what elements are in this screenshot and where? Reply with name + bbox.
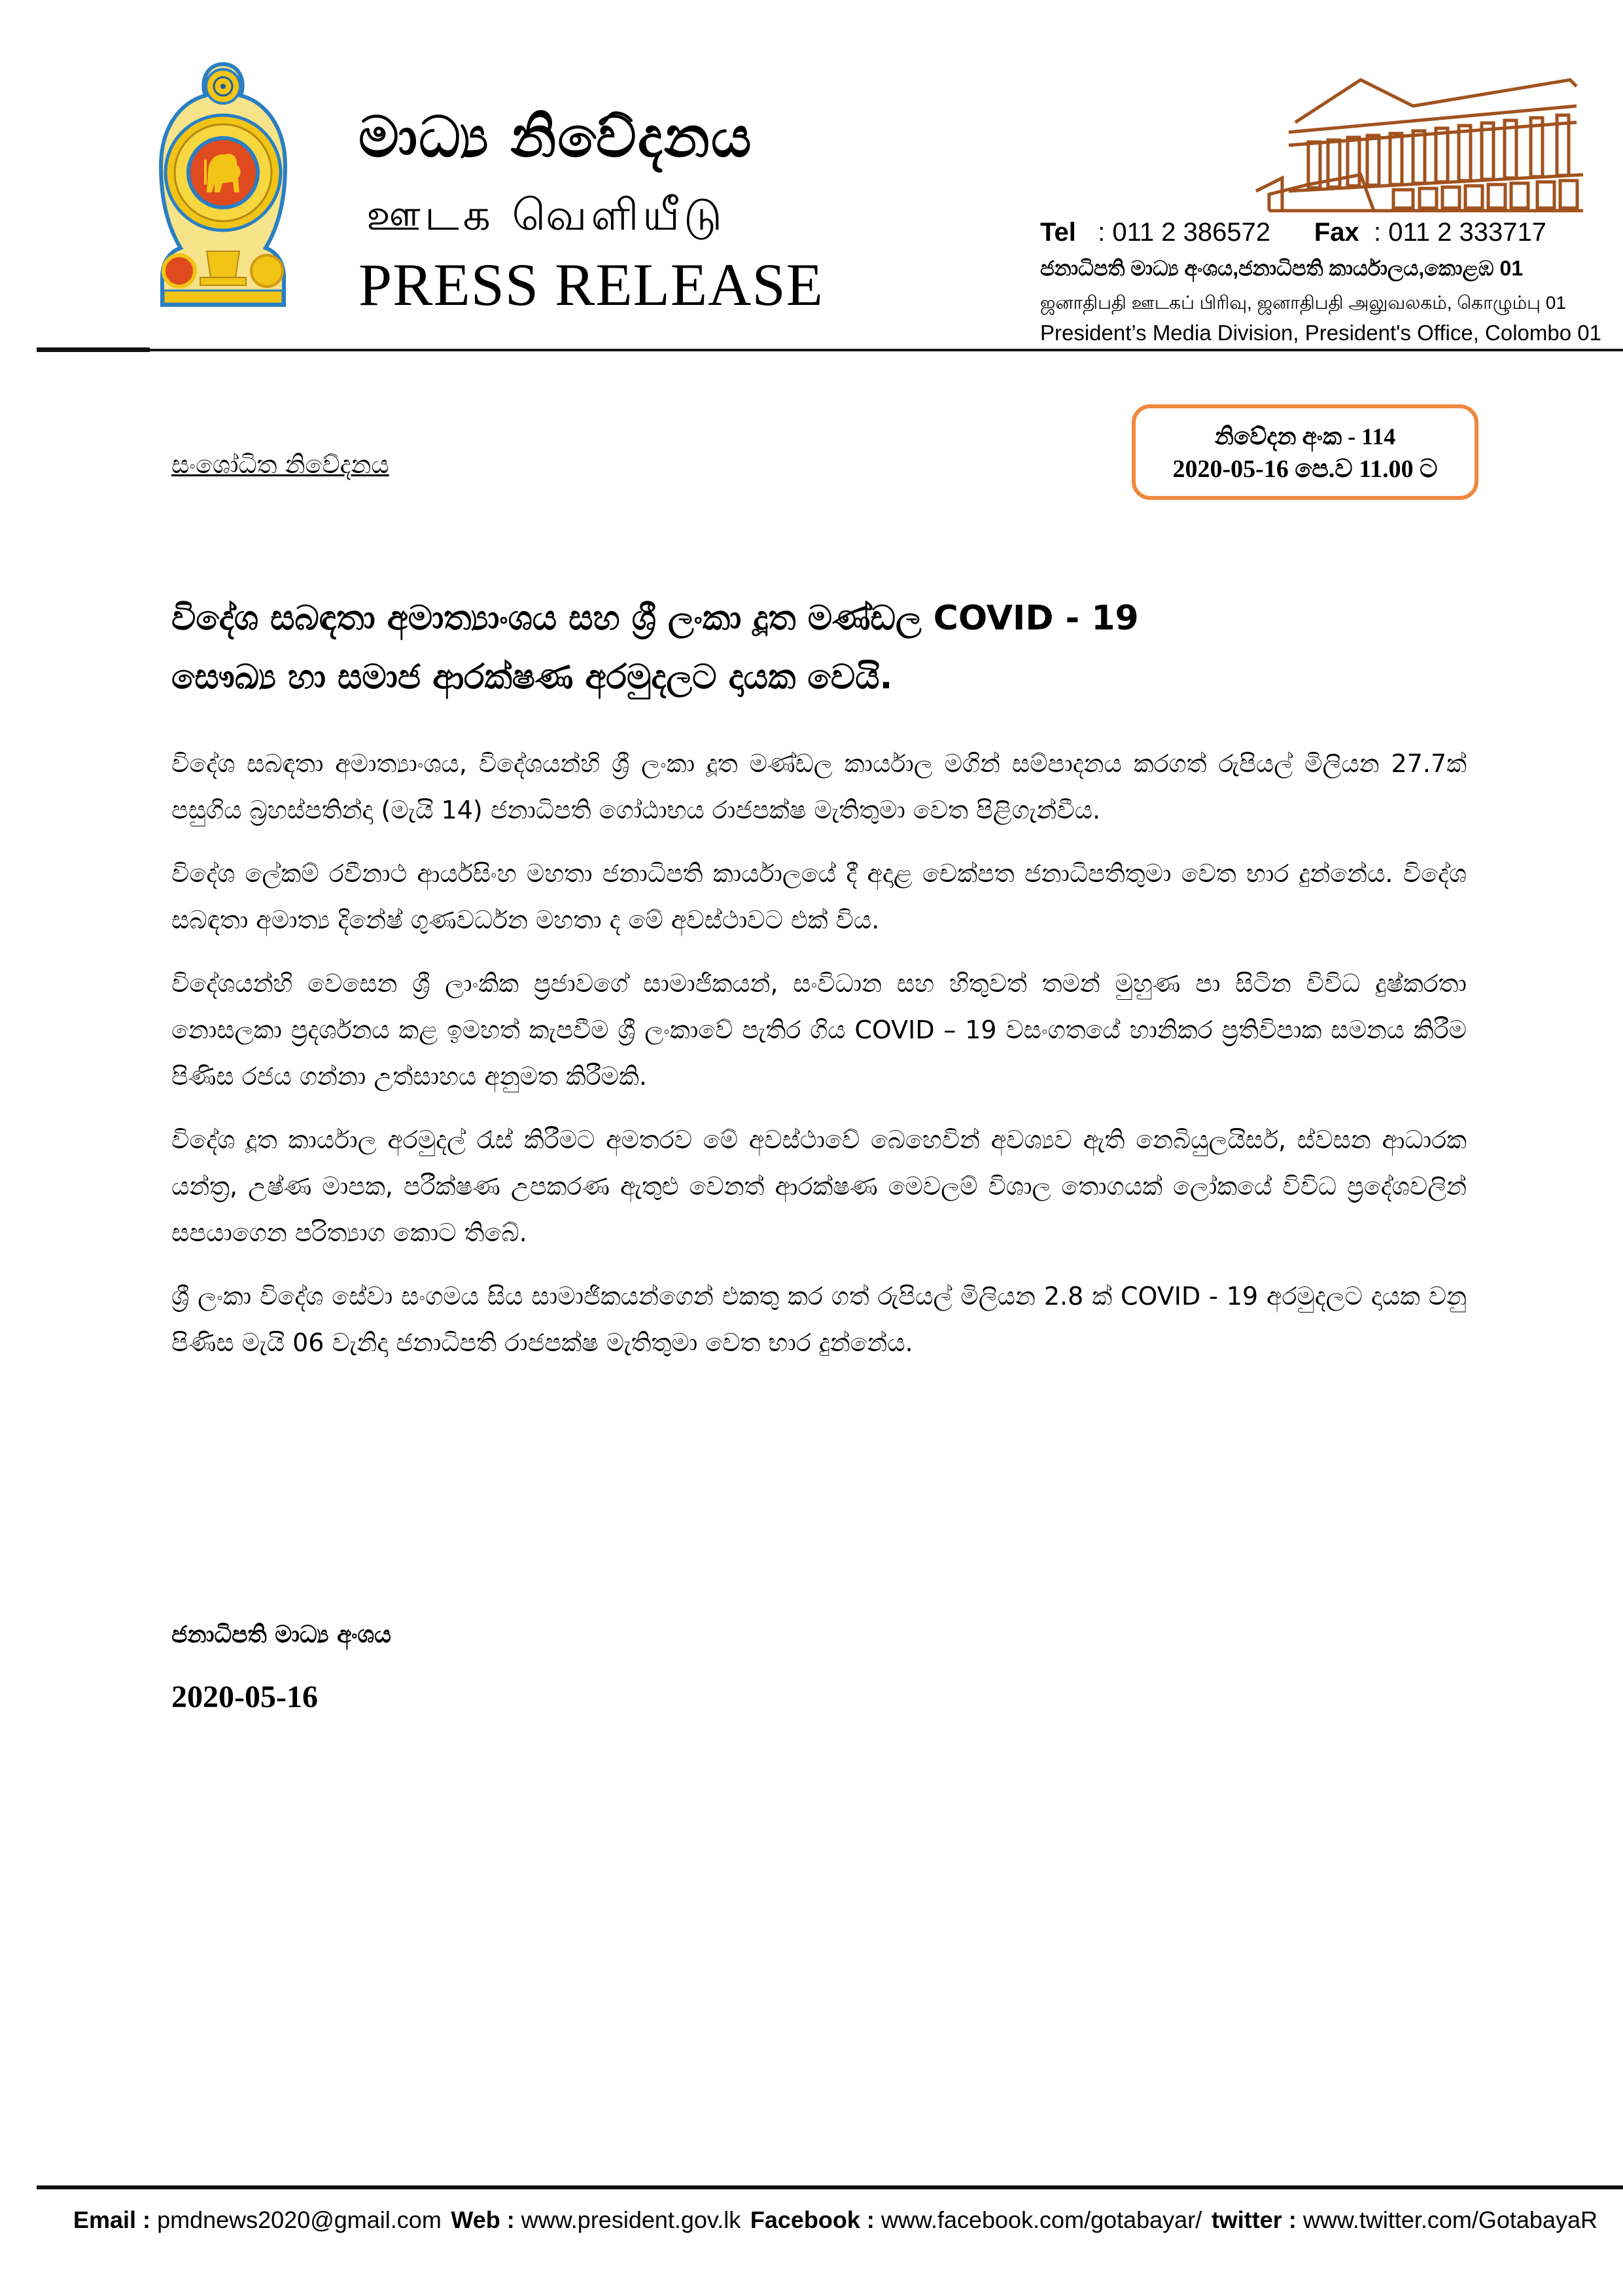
release-datetime: 2020-05-16 පෙ.ව 11.00 ට bbox=[1172, 455, 1438, 483]
twitter-link[interactable]: www.twitter.com/GotabayaR bbox=[1302, 2206, 1597, 2233]
footer-facebook bbox=[750, 2206, 1202, 2234]
body-paragraph: විදේශ ලේකම් රවීනාථ ආර්යසිංහ මහතා ජනාධිපති කාර්යාලයේ දී අදාළ චෙක්පත ජනාධිපතිතුමා වෙත භාර දුන්නේය. විදේශ සබඳතා අමාත්‍ය දිනේෂ් ගුණවර්ධන මහතා ද මේ අවස්ථාවට එක් විය. bbox=[171, 859, 1467, 934]
footer-contacts bbox=[73, 2206, 1597, 2234]
body-text bbox=[171, 741, 1467, 1383]
contact-phone-fax bbox=[1040, 218, 1546, 247]
signature-name: ජනාධිපති මාධ්‍ය අංශය bbox=[171, 1621, 392, 1648]
headline-line-2: සෞඛ්‍ය හා සමාජ ආරක්ෂණ අරමුදලට දායක වෙයි. bbox=[171, 658, 893, 697]
presidents-house-building-icon bbox=[1230, 60, 1596, 217]
address-english: President’s Media Division, President's Office, Colombo 01 bbox=[1040, 321, 1601, 345]
fax-label: Fax bbox=[1314, 218, 1359, 247]
release-number-box bbox=[1132, 404, 1478, 500]
release-number: නිවේදන අංක - 114 bbox=[1214, 423, 1396, 450]
tel-value: : 011 2 386572 bbox=[1098, 218, 1271, 247]
headline bbox=[171, 589, 1414, 707]
facebook-label: Facebook : bbox=[750, 2206, 875, 2233]
email-link[interactable]: pmdnews2020@gmail.com bbox=[157, 2206, 442, 2233]
sri-lanka-emblem-icon bbox=[154, 62, 292, 318]
header-divider bbox=[37, 349, 1623, 351]
title-sinhala: මාධ්‍ය නිවේදනය bbox=[358, 105, 753, 170]
body-paragraph: ශ්‍රී ලංකා විදේශ සේවා සංගමය සිය සාමාජිකයන්ගෙන් එකතු කර ගත් රුපියල් මිලියන 2.8 ක් COVID - 19 අරමුදලට දායක වනු පිණිස මැයි 06 වැනිදා ජනාධිපති රාජපක්ෂ මැතිතුමා වෙත භාර දුන්නේය. bbox=[171, 1282, 1467, 1357]
web-label: Web : bbox=[451, 2206, 515, 2233]
facebook-link[interactable]: www.facebook.com/gotabayar/ bbox=[881, 2206, 1202, 2233]
footer-twitter bbox=[1212, 2206, 1597, 2234]
footer-email bbox=[73, 2206, 442, 2234]
footer-divider bbox=[37, 2185, 1623, 2189]
address-tamil: ஜனாதிபதி ஊடகப் பிரிவு, ஜனாதிபதி அலுவலகம், கொழும்பு 01 bbox=[1040, 292, 1566, 313]
title-english: PRESS RELEASE bbox=[358, 251, 824, 318]
headline-line-1: විදේශ සබඳතා අමාත්‍යාංශය සහ ශ්‍රී ලංකා දූත මණ්ඩල COVID - 19 bbox=[171, 599, 1139, 638]
tel-label: Tel bbox=[1040, 218, 1076, 247]
revised-notice-label: සංශෝධිත නිවේදනය bbox=[171, 450, 389, 479]
email-label: Email : bbox=[73, 2206, 151, 2233]
fax-value: : 011 2 333717 bbox=[1373, 218, 1546, 247]
title-tamil: ஊடக வெளியீடு bbox=[366, 190, 726, 240]
footer-web bbox=[451, 2206, 741, 2234]
web-link[interactable]: www.president.gov.lk bbox=[521, 2206, 741, 2233]
body-paragraph: විදේශ දූත කාර්යාල අරමුදල් රැස් කිරීමට අමතරව මේ අවස්ථාවේ බෙහෙවින් අවශ්‍යව ඇති නෙබියුලයිසර්, ස්වසන ආධාරක යන්ත්‍ර, උෂ්ණ මාපක, පරීක්ෂණ උපකරණ ඇතුළු වෙනත් ආරක්ෂණ මෙවලම් විශාල තොගයක් ලෝකයේ විවිධ ප්‍රදේශවලින් සපයාගෙන පරිත්‍යාග කොට තිබේ. bbox=[171, 1125, 1467, 1247]
body-paragraph: විදේශ සබඳතා අමාත්‍යාංශය, විදේශයන්හි ශ්‍රී ලංකා දූත මණ්ඩල කාර්යාල මගින් සම්පාදනය කරගත් රුපියල් මිලියන 27.7ක් පසුගිය බ්‍රහස්පතින්දා (මැයි 14) ජනාධිපති ගෝඨාභය රාජපක්ෂ මැතිතුමා වෙත පිළිගැන්වීය. bbox=[171, 749, 1467, 824]
body-paragraph: විදේශයන්හි වෙසෙන ශ්‍රී ලාංකික ප්‍රජාවගේ සාමාජිකයන්, සංවිධාන සහ හිතුවත් තමන් මුහුණ පා සිටින විවිධ දුෂ්කරතා නොසලකා ප්‍රදර්ශනය කළ ඉමහත් කැපවීම ශ්‍රී ලංකාවේ පැතිර ගිය COVID – 19 වසංගතයේ හානිකර ප්‍රතිවිපාක සමනය කිරීම පිණිස රජය ගන්නා උත්සාහය අනුමත කිරීමකි. bbox=[171, 969, 1467, 1091]
header-divider-accent bbox=[37, 347, 150, 352]
twitter-label: twitter : bbox=[1211, 2206, 1297, 2233]
signature-date: 2020-05-16 bbox=[171, 1680, 318, 1714]
address-sinhala: ජනාධිපති මාධ්‍ය අංශය,ජනාධිපති කාර්යාලය,කොළඹ 01 bbox=[1040, 256, 1524, 280]
